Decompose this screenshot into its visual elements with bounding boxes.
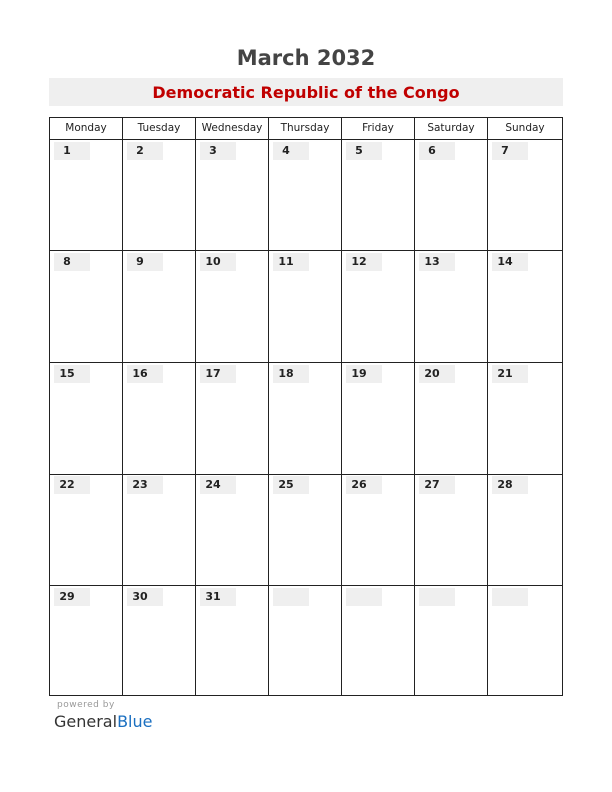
day-number: 14: [497, 255, 513, 268]
day-number: 9: [136, 255, 144, 268]
day-cell: [127, 253, 163, 271]
day-cell: [127, 476, 163, 494]
day-cell: [54, 253, 90, 271]
page-title: March 2032: [236, 46, 376, 70]
day-number: 12: [351, 255, 367, 268]
day-number: 27: [424, 478, 440, 491]
grid-divider: [50, 585, 562, 586]
grid-divider: [195, 118, 196, 695]
day-number: 19: [351, 367, 367, 380]
day-number: 25: [278, 478, 294, 491]
day-cell-empty: [492, 588, 528, 606]
day-number: 5: [355, 144, 363, 157]
day-cell: [54, 476, 90, 494]
day-cell: [127, 588, 163, 606]
day-cell-empty: [273, 588, 309, 606]
day-number: 29: [59, 590, 75, 603]
country-banner: [49, 78, 563, 106]
day-number: 11: [278, 255, 294, 268]
day-cell: [346, 142, 382, 160]
day-cell: [273, 365, 309, 383]
day-number: 8: [63, 255, 71, 268]
powered-by-text: powered by: [57, 700, 115, 710]
day-number: 31: [205, 590, 221, 603]
weekday-monday: Monday: [65, 122, 107, 134]
day-number: 28: [497, 478, 513, 491]
day-number: 13: [424, 255, 440, 268]
brand-logo-part2: Blue: [117, 712, 153, 731]
day-number: 1: [63, 144, 71, 157]
day-cell: [273, 142, 309, 160]
day-cell: [492, 476, 528, 494]
day-cell: [492, 253, 528, 271]
day-number: 4: [282, 144, 290, 157]
day-cell: [492, 365, 528, 383]
day-number: 21: [497, 367, 513, 380]
day-cell: [346, 365, 382, 383]
day-cell: [492, 142, 528, 160]
day-cell-empty: [419, 588, 455, 606]
grid-divider: [487, 118, 488, 695]
day-cell: [419, 365, 455, 383]
day-cell: [346, 476, 382, 494]
weekday-tuesday: Tuesday: [137, 122, 181, 134]
grid-divider: [414, 118, 415, 695]
day-number: 23: [132, 478, 148, 491]
day-number: 2: [136, 144, 144, 157]
day-number: 18: [278, 367, 294, 380]
weekday-thursday: Thursday: [280, 122, 330, 134]
day-cell: [54, 365, 90, 383]
day-cell: [273, 476, 309, 494]
grid-divider: [268, 118, 269, 695]
day-cell: [54, 142, 90, 160]
day-cell: [200, 365, 236, 383]
weekday-wednesday: Wednesday: [201, 122, 263, 134]
day-cell: [419, 253, 455, 271]
grid-divider: [122, 118, 123, 695]
grid-divider: [341, 118, 342, 695]
day-cell: [346, 253, 382, 271]
day-cell: [200, 253, 236, 271]
weekday-header-row: [50, 118, 562, 140]
day-number: 6: [428, 144, 436, 157]
day-number: 20: [424, 367, 440, 380]
day-number: 17: [205, 367, 221, 380]
day-cell: [419, 142, 455, 160]
day-number: 16: [132, 367, 148, 380]
day-cell: [419, 476, 455, 494]
day-number: 26: [351, 478, 367, 491]
day-cell: [127, 365, 163, 383]
day-cell: [200, 588, 236, 606]
weekday-sunday: Sunday: [505, 122, 545, 134]
day-number: 15: [59, 367, 75, 380]
country-name: Democratic Republic of the Congo: [152, 83, 460, 102]
grid-divider: [50, 474, 562, 475]
day-cell-empty: [346, 588, 382, 606]
weekday-saturday: Saturday: [427, 122, 475, 134]
calendar-grid: [49, 117, 563, 696]
day-number: 22: [59, 478, 75, 491]
day-number: 24: [205, 478, 221, 491]
day-cell: [273, 253, 309, 271]
weekday-friday: Friday: [362, 122, 394, 134]
day-number: 30: [132, 590, 148, 603]
day-number: 10: [205, 255, 221, 268]
grid-divider: [50, 362, 562, 363]
brand-logo-part1: General: [54, 712, 118, 731]
day-number: 7: [501, 144, 509, 157]
day-number: 3: [209, 144, 217, 157]
day-cell: [127, 142, 163, 160]
day-cell: [54, 588, 90, 606]
grid-divider: [50, 250, 562, 251]
brand-logo[interactable]: [54, 712, 152, 731]
day-cell: [200, 142, 236, 160]
day-cell: [200, 476, 236, 494]
